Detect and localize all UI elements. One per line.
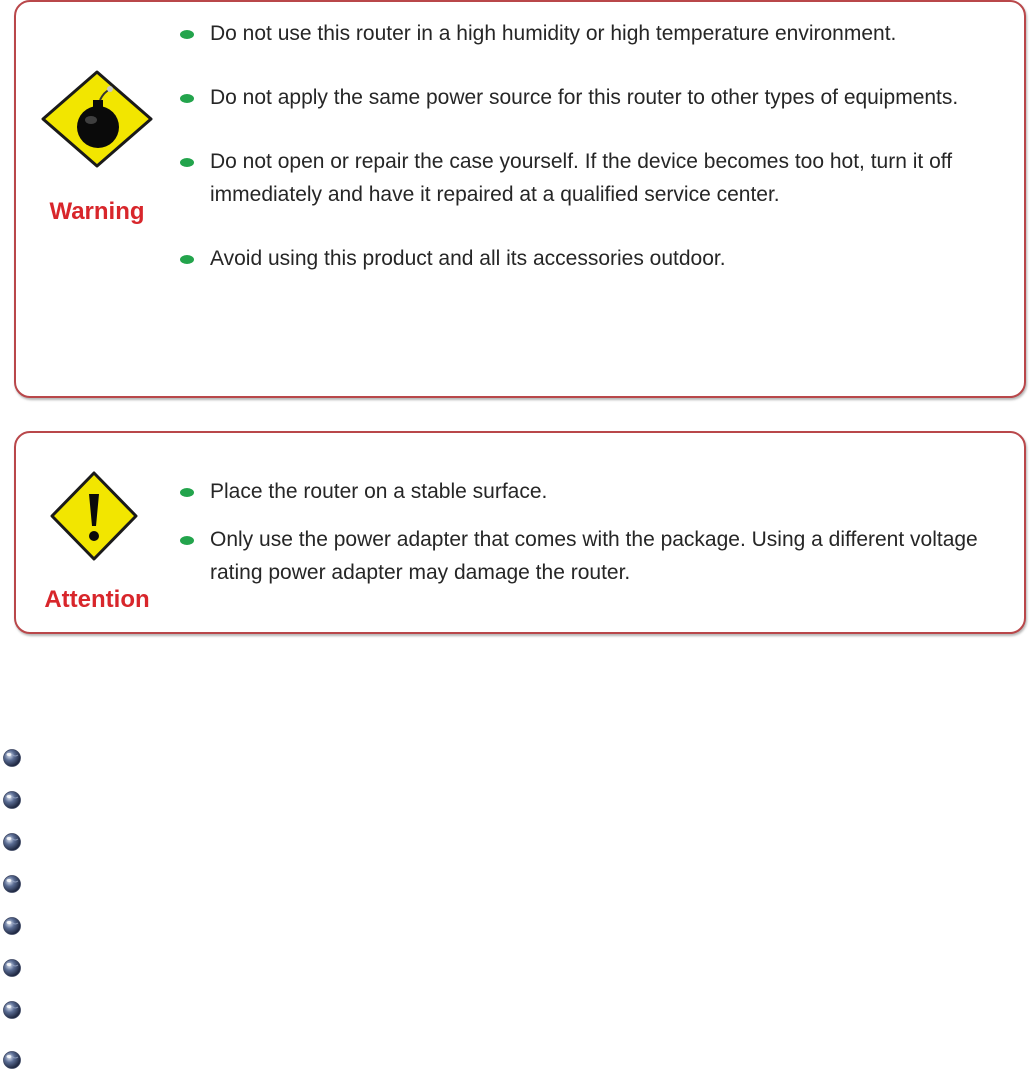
list-item — [176, 145, 1016, 211]
warning-item-text: Do not open or repair the case yourself. If the device becomes too hot, turn it off immediately and have it repaired at a qualified service center. — [210, 150, 953, 206]
list-item — [176, 475, 1016, 508]
globe-bullet-icon — [2, 916, 22, 936]
globe-bullet-icon — [2, 832, 22, 852]
bullet-dot-icon — [180, 158, 194, 167]
globe-bullet-icon — [2, 874, 22, 894]
attention-item-text: Place the router on a stable surface. — [210, 480, 548, 503]
attention-item-text: Only use the power adapter that comes with the package. Using a different voltage rating power adapter may damage the router. — [210, 528, 978, 584]
warning-label: Warning — [49, 198, 145, 225]
exclamation-icon — [16, 469, 178, 566]
globe-bullet-icon — [2, 748, 22, 768]
attention-box — [14, 431, 1026, 634]
bullet-dot-icon — [180, 30, 194, 39]
warning-item-text: Do not apply the same power source for this router to other types of equipments. — [210, 86, 959, 109]
warning-box — [14, 0, 1026, 398]
globe-bullet-icon — [2, 1050, 22, 1070]
list-item — [176, 81, 1016, 114]
list-item — [176, 242, 1016, 275]
warning-list — [176, 17, 1016, 275]
bomb-icon — [16, 68, 178, 173]
attention-label: Attention — [44, 586, 150, 613]
globe-bullet-icon — [2, 790, 22, 810]
bullet-dot-icon — [180, 94, 194, 103]
globe-bullet-icon — [2, 1000, 22, 1020]
bullet-dot-icon — [180, 536, 194, 545]
warning-item-text: Do not use this router in a high humidity or high temperature environment. — [210, 22, 897, 45]
warning-item-text: Avoid using this product and all its accessories outdoor. — [210, 247, 726, 270]
bullet-dot-icon — [180, 488, 194, 497]
list-item — [176, 17, 1016, 50]
attention-list — [176, 475, 1016, 589]
globe-bullet-icon — [2, 958, 22, 978]
list-item — [176, 523, 1016, 589]
bullet-dot-icon — [180, 255, 194, 264]
